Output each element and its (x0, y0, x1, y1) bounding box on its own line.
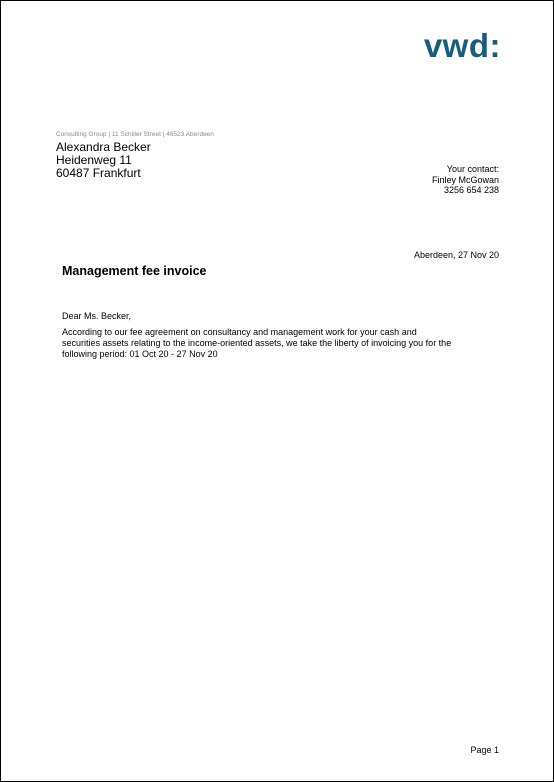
recipient-street: Heidenweg 11 (56, 153, 132, 167)
date-line: Aberdeen, 27 Nov 20 (413, 250, 499, 260)
document-title: Management fee invoice (62, 264, 207, 278)
body-line: following period: 01 Oct 20 - 27 Nov 20 (62, 349, 218, 359)
contact-name: Finley McGowan (431, 174, 499, 185)
body-paragraph (62, 327, 482, 360)
sender-address-line: Consulting Group | 11 Schiller Street | 46523 Aberdeen (56, 131, 214, 138)
body-line: According to our fee agreement on consultancy and management work for your cash and (62, 327, 417, 337)
recipient-city: 60487 Frankfurt (56, 166, 141, 180)
recipient-address-block (56, 141, 151, 180)
recipient-name: Alexandra Becker (56, 140, 151, 154)
contact-phone: 3256 654 238 (443, 185, 499, 195)
vwd-logo: vwd: (423, 27, 501, 64)
contact-block (432, 164, 499, 196)
salutation: Dear Ms. Becker, (62, 311, 132, 321)
contact-label: Your contact: (446, 164, 499, 174)
body-line: securities assets relating to the income-oriented assets, we take the liberty of invoicing you for the (62, 338, 452, 348)
page-number: Page 1 (470, 745, 499, 755)
